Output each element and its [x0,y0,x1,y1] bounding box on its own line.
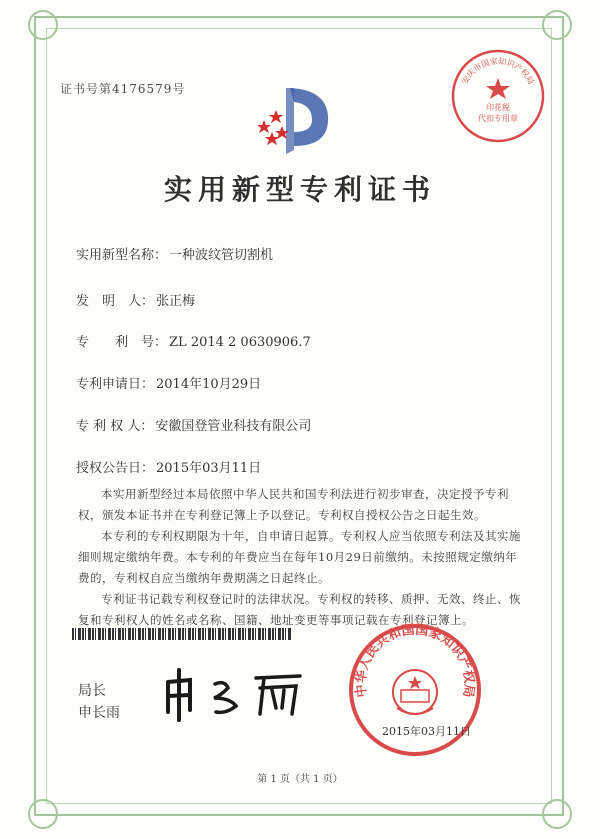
body-paragraph-term: 本专利的专利权期限为十年，自申请日起算。专利权人应当依照专利法及其实施细则规定缴纳年费。本专利的年费应当在每年10月29日前缴纳。未按照规定缴纳年费的，专利权自应当缴纳年费期满之日起终止。 [78,529,521,585]
filing-date-label: 专利申请日： [76,377,155,392]
bureau-director-title: 局长 [78,683,106,699]
seal-date: 2015年03月11日 [382,725,471,738]
national-emblem-icon [393,670,437,714]
star-icon [486,78,510,99]
utility-model-name-row [76,244,273,263]
corner-ornament-icon [542,10,572,40]
inventor-row [76,290,195,309]
grant-date-row [76,457,261,476]
patentee-value: 安徽国登管业科技有限公司 [155,419,312,434]
corner-ornament-icon [28,10,58,40]
filing-date-value: 2014年10月29日 [156,377,262,392]
inventor-label: 发 明 人： [76,294,155,309]
inventor-value: 张正梅 [156,294,196,309]
official-seal-stamp [345,620,485,760]
tax-seal-stamp [448,46,548,146]
patent-number-row [76,331,311,350]
barcode [72,628,292,640]
tax-seal-line2: 代扣专用章 [478,114,518,123]
filing-date-row [76,373,261,392]
certificate-number: 证书号第4176579号 [60,82,186,96]
director-name: 申长雨 [78,705,120,721]
utility-model-name-label: 实用新型名称： [76,248,168,263]
utility-model-name-value: 一种波纹管切割机 [169,248,274,263]
grant-date-label: 授权公告日： [76,461,155,476]
patentee-row [76,415,311,434]
tax-seal-outer-text: 安庆市国家知识产权局 [460,56,536,86]
patent-office-logo-icon [250,80,340,160]
corner-ornament-icon [542,799,572,829]
page-footer: 第 1 页（共 1 页） [257,774,343,785]
grant-date-value: 2015年03月11日 [156,461,262,476]
certificate-title: 实用新型专利证书 [163,173,436,206]
body-paragraph-grant: 本实用新型经过本局依照中华人民共和国专利法进行初步审查，决定授予专利权，颁发本证书并在专利登记簿上予以登记。专利权自授权公告之日起生效。 [78,487,509,522]
handwritten-signature [160,662,310,722]
patent-number-label: 专 利 号： [76,335,168,350]
patentee-label: 专 利 权 人： [76,419,154,434]
body-paragraph-legal-status: 专利证书记载专利权登记时的法律状况。专利权的转移、质押、无效、终止、恢复和专利权人的姓名或名称、国籍、地址变更等事项记载在专利登记簿上。 [78,592,521,627]
patent-number-value: ZL 2014 2 0630906.7 [169,335,311,350]
official-seal-text: 中华人民共和国国家知识产权局 [353,622,477,699]
tax-seal-line1: 印花税 [486,103,510,112]
svg-text:中华人民共和国国家知识产权局 [353,622,478,699]
corner-ornament-icon [28,799,58,829]
